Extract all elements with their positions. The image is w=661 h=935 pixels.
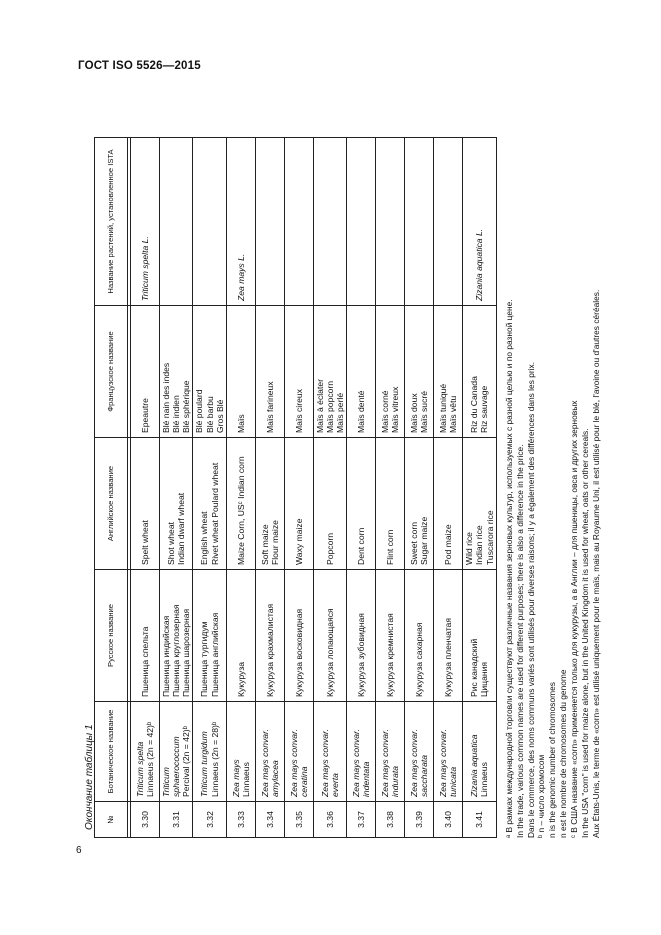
russian-name — [131, 570, 160, 702]
table-body — [131, 138, 497, 838]
bot-line: Zea mays convar. — [319, 729, 330, 797]
bot-line: Zea mays convar. — [259, 729, 270, 797]
ista-line: Zizania aquatica L. — [474, 228, 485, 301]
botanical-name — [131, 702, 160, 802]
footnote-line: ᵇ n – число хромосом — [536, 754, 547, 838]
botanical-name — [284, 702, 313, 802]
footnote-line: n est le nombre de chromosomes du genome — [558, 669, 569, 838]
bot-line: Percival (2n = 42)ᵇ — [181, 726, 192, 797]
ru-line: Кукуруза пленчатая — [443, 618, 454, 697]
english-name — [313, 438, 346, 570]
russian-name — [347, 570, 376, 702]
fr-line: Maïs — [235, 414, 246, 433]
ru-line: Кукуруза крахмалистая — [264, 603, 275, 697]
row-number: 3.34 — [255, 802, 284, 838]
en-line: Sweet corn — [409, 522, 420, 565]
table-row — [284, 138, 313, 838]
bot-line: amylacea — [269, 760, 280, 797]
bot-line: indurata — [390, 765, 401, 797]
botanical-name — [434, 702, 463, 802]
ru-line: Пшеница индийская — [161, 615, 171, 697]
french-name — [376, 306, 405, 438]
table-caption: Окончание таблицы 1 — [84, 724, 95, 830]
fr-line: Maïs corné — [380, 390, 391, 433]
bot-line: Triticum sphaerococcum — [161, 736, 182, 797]
bot-line: Zea mays — [230, 759, 241, 797]
botanical-name — [193, 702, 226, 802]
english-name — [347, 438, 376, 570]
row-number: 3.36 — [313, 802, 346, 838]
bot-line: everta — [330, 773, 341, 797]
russian-name — [284, 570, 313, 702]
fr-line: Maïs vitreux — [390, 386, 401, 433]
col-header-ista: Название растений, установленное ISTA — [95, 138, 128, 306]
footnote-line: In the USA "corn" is used for maize alone, but in the United Kingdom it is used for wheat, oats or other cereals. — [580, 428, 591, 838]
fr-line: Maïs cireux — [293, 389, 304, 433]
russian-name — [313, 570, 346, 702]
standard-title: ГОСТ ISO 5526—2015 — [78, 60, 201, 72]
bot-line: Linnaeus (2n = 42)ᵇ — [145, 721, 155, 797]
fr-line: Maïs à éclater — [314, 379, 325, 433]
en-line: Indian dwarf wheat — [176, 492, 187, 565]
bot-line: Triticum spelta — [134, 741, 145, 797]
en-line: Soft maize — [259, 524, 270, 565]
botanical-name — [463, 702, 496, 802]
english-name — [255, 438, 284, 570]
en-line: Spelt wheat — [139, 520, 150, 565]
row-number: 3.41 — [463, 802, 496, 838]
ista-name — [160, 138, 193, 306]
fr-line: Blé nain des indes — [161, 362, 171, 433]
en-line: Wild rice — [464, 532, 475, 565]
en-line: English wheat — [199, 511, 210, 565]
table-row — [160, 138, 193, 838]
ru-line: Кукуруза — [235, 661, 246, 697]
russian-name — [405, 570, 434, 702]
english-name — [434, 438, 463, 570]
fr-line: Blé barbu — [204, 396, 215, 433]
fr-line: Maïs denté — [356, 390, 367, 433]
en-line: Sugar maize — [419, 516, 430, 565]
bot-line: Zea mays convar. — [288, 729, 299, 797]
russian-name — [376, 570, 405, 702]
col-header-num: № — [95, 802, 128, 838]
en-line: Flour maize — [269, 520, 280, 565]
botanical-name — [255, 702, 284, 802]
english-name — [226, 438, 255, 570]
col-header-english: Английское название — [95, 438, 128, 570]
table-row — [255, 138, 284, 838]
ista-name — [434, 138, 463, 306]
ru-line: Кукуруза кремнистая — [385, 613, 396, 697]
russian-name — [160, 570, 193, 702]
english-name — [463, 438, 496, 570]
row-number: 3.32 — [193, 802, 226, 838]
footnote-line: Aux États-Unis, le terme de «corn» est utilisé uniquement pour le maïs, mais au Royaume Uni, il est utilisé pour le blé, l'avoine ou d'autres céréales. — [590, 289, 601, 838]
en-line: Indian rice — [474, 525, 485, 565]
en-line: Tuscarora rice — [484, 510, 495, 565]
bot-line: Triticum turgidum — [199, 731, 210, 797]
row-number: 3.30 — [131, 802, 160, 838]
english-name — [376, 438, 405, 570]
bot-line: Linnaeus (2n = 28)ᵇ — [209, 721, 220, 797]
fr-line: Maïs farineux — [264, 381, 275, 433]
table-row — [376, 138, 405, 838]
fr-line: Riz du Canada — [469, 376, 480, 433]
bot-line: saccharata — [419, 754, 430, 797]
ru-line: Пшеница шарозерная — [181, 608, 192, 697]
russian-name — [226, 570, 255, 702]
bot-line: ceratina — [298, 766, 309, 797]
ista-name — [226, 138, 255, 306]
fr-line: Maïs tuniqué — [438, 383, 449, 433]
ista-name — [405, 138, 434, 306]
french-name — [463, 306, 496, 438]
ista-line: Zea mays L. — [235, 253, 246, 301]
footnote-line: In the trade, various common names are used for different purposes; there is also a difference in the price. — [514, 444, 525, 838]
footnote-line: ᵃ В рамках международной торговли существуют различные названия зерновых культур, используемых с разной целью и по разной цене. — [503, 299, 514, 838]
ru-line: Кукуруза восковидная — [293, 608, 304, 697]
fr-line: Blé sphérique — [181, 380, 192, 433]
en-line: Shot wheat — [166, 522, 177, 565]
row-number: 3.31 — [160, 802, 193, 838]
french-name — [434, 306, 463, 438]
russian-name — [255, 570, 284, 702]
table-row — [347, 138, 376, 838]
row-number: 3.35 — [284, 802, 313, 838]
table-row — [193, 138, 226, 838]
botanical-name — [313, 702, 346, 802]
english-name — [193, 438, 226, 570]
ista-name — [284, 138, 313, 306]
bot-line: Zea mays convar. — [409, 729, 420, 797]
bot-line: tunicata — [448, 766, 459, 797]
table-row — [226, 138, 255, 838]
en-line: Rivet wheat Poulard wheat — [209, 462, 220, 565]
french-name — [255, 306, 284, 438]
ista-name — [313, 138, 346, 306]
botanical-name — [160, 702, 193, 802]
french-name — [313, 306, 346, 438]
fr-line: Maïs vêtu — [448, 395, 459, 433]
fr-line: Maïs perlé — [335, 392, 346, 433]
bot-line: indentata — [361, 761, 372, 797]
footnote-line: n is the genomic number of chromosomes — [547, 682, 558, 838]
fr-line: Maïs popcorn — [324, 380, 335, 433]
ru-line: Кукуруза зубовидная — [356, 613, 367, 697]
botanical-name — [405, 702, 434, 802]
ista-name — [376, 138, 405, 306]
fr-line: Maïs sucré — [419, 390, 430, 433]
ista-name — [255, 138, 284, 306]
col-header-russian: Русское название — [95, 570, 128, 702]
ru-line: Цицания — [479, 661, 490, 697]
russian-name — [463, 570, 496, 702]
en-line: Waxy maize — [293, 518, 304, 565]
fr-line: Riz sauvage — [479, 385, 490, 433]
botanical-name — [376, 702, 405, 802]
en-line: Dent corn — [356, 527, 367, 565]
footnote-line: Dans le commerce, des noms communs variés sont utilisés pour diverses raisons; il y a également des différences dans les prix. — [525, 361, 536, 838]
ru-line: Пшеница тургидум — [199, 621, 210, 697]
row-number: 3.39 — [405, 802, 434, 838]
en-line: Maize Corn, USᶜ Indian corn — [235, 456, 246, 565]
ista-name — [463, 138, 496, 306]
table-row — [463, 138, 496, 838]
ista-name — [347, 138, 376, 306]
french-name — [226, 306, 255, 438]
ista-line: Triticum spelta L. — [139, 236, 150, 301]
row-number: 3.37 — [347, 802, 376, 838]
page-number: 6 — [76, 845, 82, 856]
fr-line: Blé indien — [171, 395, 182, 433]
en-line: Pod maize — [443, 524, 454, 565]
ru-line: Пшеница спельта — [139, 626, 150, 697]
ru-line: Пшеница английская — [209, 612, 220, 697]
ista-name — [193, 138, 226, 306]
row-number: 3.33 — [226, 802, 255, 838]
bot-line: Zea mays convar. — [438, 729, 449, 797]
russian-name — [193, 570, 226, 702]
rotated-table-block — [94, 93, 613, 838]
fr-line: Maïs doux — [409, 393, 420, 433]
fr-line: Blé poulard — [194, 389, 205, 433]
table-row — [131, 138, 160, 838]
plant-names-table — [94, 137, 497, 838]
fr-line: Gros Blé — [214, 399, 225, 433]
english-name — [284, 438, 313, 570]
french-name — [131, 306, 160, 438]
botanical-name — [226, 702, 255, 802]
en-line: Popcorn — [324, 532, 335, 565]
col-header-french: Французское название — [95, 306, 128, 438]
french-name — [160, 306, 193, 438]
footnotes — [504, 98, 602, 838]
bot-line: Linnaeus — [479, 762, 490, 797]
bot-line: Zizania aquatica — [469, 734, 480, 797]
col-header-botanical: Ботаническое название — [95, 702, 128, 802]
en-line: Flint corn — [385, 529, 396, 565]
row-number: 3.38 — [376, 802, 405, 838]
french-name — [347, 306, 376, 438]
ru-line: Кукуруза лопающаяся — [324, 608, 335, 697]
french-name — [284, 306, 313, 438]
table-row — [313, 138, 346, 838]
english-name — [405, 438, 434, 570]
english-name — [131, 438, 160, 570]
table-header-row — [95, 138, 128, 838]
footnote-line: ᶜ В США название «corn» применяется только для кукурузы, а в Англии – для пшеницы, овса и других зерновых — [569, 400, 580, 838]
ru-line: Пшеница круглозерная — [171, 604, 182, 697]
french-name — [193, 306, 226, 438]
ru-line: Кукуруза сахарная — [414, 622, 425, 697]
english-name — [160, 438, 193, 570]
bot-line: Zea mays convar. — [351, 729, 362, 797]
french-name — [405, 306, 434, 438]
bot-line: Zea mays convar. — [380, 729, 391, 797]
table-row — [434, 138, 463, 838]
ru-line: Рис канадский — [469, 638, 480, 697]
fr-line: Epeautre — [139, 398, 150, 433]
ista-name — [131, 138, 160, 306]
table-row — [405, 138, 434, 838]
bot-line: Linnaeus — [240, 762, 251, 797]
botanical-name — [347, 702, 376, 802]
row-number: 3.40 — [434, 802, 463, 838]
russian-name — [434, 570, 463, 702]
